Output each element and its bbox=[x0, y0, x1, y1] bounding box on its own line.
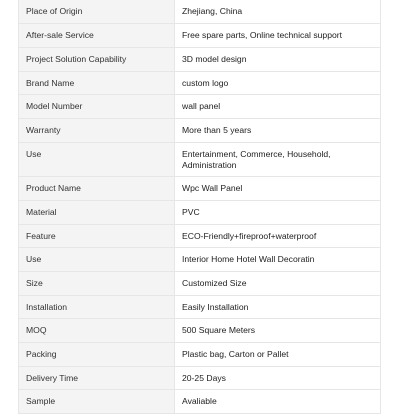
spec-label: Warranty bbox=[19, 118, 175, 142]
spec-row-packing bbox=[19, 342, 381, 366]
spec-label: Delivery Time bbox=[19, 366, 175, 390]
spec-value: 20-25 Days bbox=[175, 366, 381, 390]
spec-row-place-of-origin bbox=[19, 0, 381, 24]
spec-label: Use bbox=[19, 142, 175, 177]
spec-label: After-sale Service bbox=[19, 24, 175, 48]
spec-label: Size bbox=[19, 271, 175, 295]
spec-value: ECO-Friendly+fireproof+waterproof bbox=[175, 224, 381, 248]
spec-row-moq bbox=[19, 319, 381, 343]
spec-label: Feature bbox=[19, 224, 175, 248]
spec-value: Free spare parts, Online technical support bbox=[175, 24, 381, 48]
spec-row-size bbox=[19, 271, 381, 295]
spec-value: 500 Square Meters bbox=[175, 319, 381, 343]
spec-label: MOQ bbox=[19, 319, 175, 343]
spec-label: Packing bbox=[19, 342, 175, 366]
spec-row-use bbox=[19, 142, 381, 177]
spec-label: Brand Name bbox=[19, 71, 175, 95]
spec-row-material bbox=[19, 200, 381, 224]
spec-label: Model Number bbox=[19, 95, 175, 119]
spec-label: Sample bbox=[19, 390, 175, 414]
spec-label: Place of Origin bbox=[19, 0, 175, 24]
spec-label: Installation bbox=[19, 295, 175, 319]
spec-row-installation bbox=[19, 295, 381, 319]
spec-value: wall panel bbox=[175, 95, 381, 119]
spec-row-feature bbox=[19, 224, 381, 248]
spec-row-sample bbox=[19, 390, 381, 414]
spec-value: 3D model design bbox=[175, 47, 381, 71]
spec-value: Entertainment, Commerce, Household, Administration bbox=[175, 142, 381, 177]
spec-value: Easily Installation bbox=[175, 295, 381, 319]
spec-row-model-number bbox=[19, 95, 381, 119]
product-specs-table bbox=[18, 0, 381, 414]
spec-row-project-solution-capability bbox=[19, 47, 381, 71]
spec-value: Wpc Wall Panel bbox=[175, 177, 381, 201]
spec-value: Zhejiang, China bbox=[175, 0, 381, 24]
spec-value: Plastic bag, Carton or Pallet bbox=[175, 342, 381, 366]
spec-row-product-name bbox=[19, 177, 381, 201]
spec-label: Product Name bbox=[19, 177, 175, 201]
spec-row-after-sale-service bbox=[19, 24, 381, 48]
spec-value: Customized Size bbox=[175, 271, 381, 295]
spec-row-delivery-time bbox=[19, 366, 381, 390]
spec-row-brand-name bbox=[19, 71, 381, 95]
spec-value: PVC bbox=[175, 200, 381, 224]
spec-label: Project Solution Capability bbox=[19, 47, 175, 71]
spec-value: custom logo bbox=[175, 71, 381, 95]
spec-value: Avaliable bbox=[175, 390, 381, 414]
spec-value: More than 5 years bbox=[175, 118, 381, 142]
spec-value: Interior Home Hotel Wall Decoratin bbox=[175, 248, 381, 272]
spec-label: Material bbox=[19, 200, 175, 224]
spec-label: Use bbox=[19, 248, 175, 272]
spec-table-body bbox=[19, 0, 381, 414]
spec-row-warranty bbox=[19, 118, 381, 142]
spec-row-use-2 bbox=[19, 248, 381, 272]
